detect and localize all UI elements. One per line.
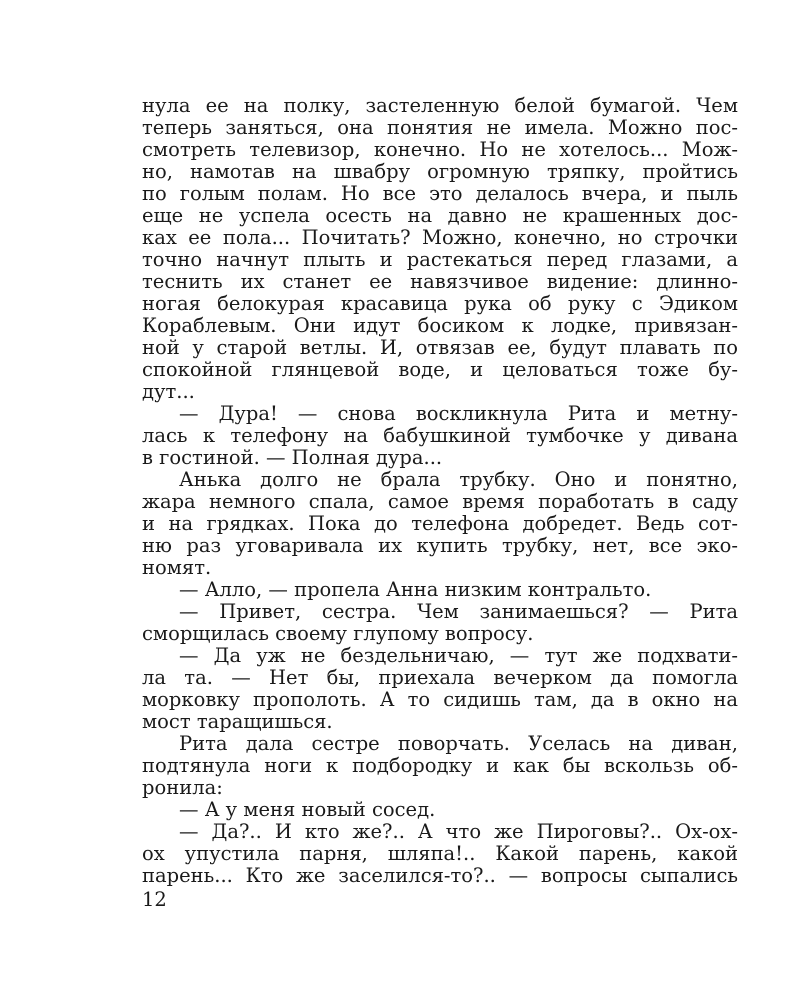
text-line: точно начнут плыть и растекаться перед глазами, а [142,248,738,271]
text-line: ногая белокурая красавица рука об руку с Эдиком [142,292,738,315]
text-line: дут... [142,380,195,403]
text-line: подтянула ноги к подбородку и как бы вскользь об- [142,754,738,777]
text-line: по голым полам. Но все это делалось вчера, и пыль [142,182,738,205]
text-line: нула ее на полку, застеленную белой бумагой. Чем [142,94,738,117]
text-line: лась к телефону на бабушкиной тумбочке у дивана [142,424,738,447]
text-line: мост таращишься. [142,710,333,733]
text-line: жара немного спала, самое время поработать в саду [142,490,738,513]
text-line: в гостиной. — Полная дура... [142,446,443,469]
text-line: Рита дала сестре поворчать. Уселась на диван, [179,732,738,755]
text-line: спокойной глянцевой воде, и целоваться тоже бу- [142,358,738,381]
text-line: — Да уж не бездельничаю, — тут же подхвати- [179,644,738,667]
text-line: но, намотав на швабру огромную тряпку, пройтись [142,160,738,183]
text-line: ной у старой ветлы. И, отвязав ее, будут плавать по [142,336,738,359]
text-line: теснить их станет ее навязчивое видение: длинно- [142,270,738,293]
text-line: ох упустила парня, шляпа!.. Какой парень, какой [142,842,738,865]
text-line: ках ее пола... Почитать? Можно, конечно, но строчки [142,226,738,249]
text-line: морковку прополоть. А то сидишь там, да в окно на [142,688,738,711]
text-line: Анька долго не брала трубку. Оно и понятно, [179,468,738,491]
text-line: ню раз уговаривала их купить трубку, нет, все эко- [142,534,738,557]
text-line: смотреть телевизор, конечно. Но не хотелось... Мож- [142,138,738,161]
text-line: — Да?.. И кто же?.. А что же Пироговы?.. Ох-ох- [179,820,738,843]
text-line: ла та. — Нет бы, приехала вечерком да помогла [142,666,738,689]
text-line: и на грядках. Пока до телефона добредет. Ведь сот- [142,512,738,535]
text-line: — Алло, — пропела Анна низким контральто. [179,578,652,601]
text-line: — Привет, сестра. Чем занимаешься? — Рита [179,600,738,623]
text-line: — Дура! — снова воскликнула Рита и метну- [179,402,738,425]
text-line: парень... Кто же заселился-то?.. — вопросы сыпались [142,864,738,887]
text-line: сморщилась своему глупому вопросу. [142,622,534,645]
text-line: — А у меня новый сосед. [179,798,436,821]
text-line: еще не успела осесть на давно не крашенных дос- [142,204,738,227]
text-line: теперь заняться, она понятия не имела. Можно пос- [142,116,738,139]
text-line: номят. [142,556,212,579]
page-number: 12 [142,888,167,911]
body-text [142,95,738,887]
text-line: Кораблевым. Они идут босиком к лодке, привязан- [142,314,738,337]
text-line: ронила: [142,776,223,799]
